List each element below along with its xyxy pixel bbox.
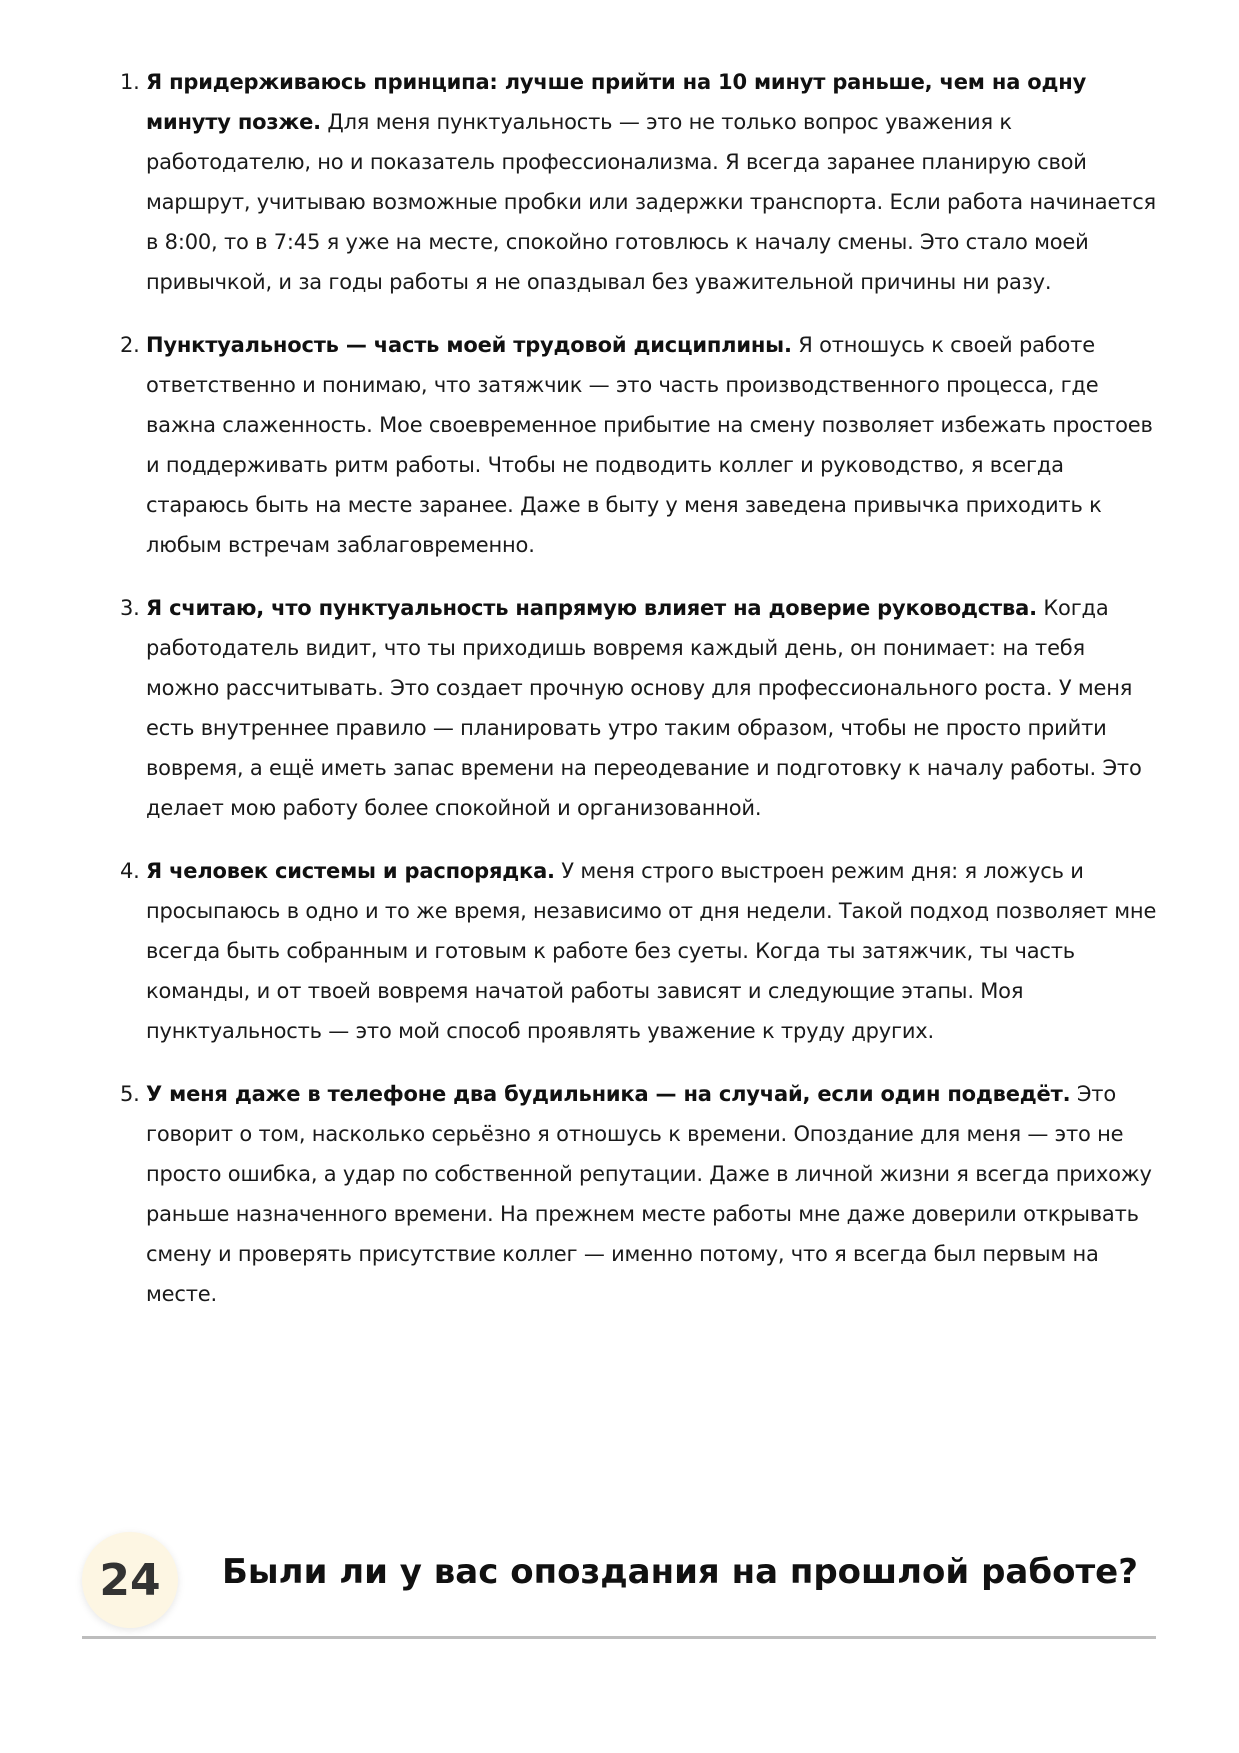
item-number: 4. [120, 859, 140, 883]
list-item [120, 1074, 1160, 1314]
item-number: 2. [120, 333, 140, 357]
list-item [120, 325, 1160, 565]
question-title: Были ли у вас опоздания на прошлой работе? [222, 1552, 1138, 1592]
item-text: Я отношусь к своей работе ответственно и понимаю, что затяжчик — это часть производственного процесса, где важна слаженность. Мое своевременное прибытие на смену позволяет избежать простоев и поддерживать ритм работы. Чтобы не подводить коллег и руководство, я всегда стараюсь быть на месте заранее. Даже в быту у меня заведена привычка приходить к любым встречам заблаговременно. [146, 333, 1153, 557]
item-text: Для меня пунктуальность — это не только вопрос уважения к работодателю, но и показатель профессионализма. Я всегда заранее планирую свой маршрут, учитываю возможные пробки или задержки транспорта. Если работа начинается в 8:00, то в 7:45 я уже на месте, спокойно готовлюсь к началу смены. Это стало моей привычкой, и за годы работы я не опаздывал без уважительной причины ни разу. [146, 110, 1156, 294]
list-item [120, 851, 1160, 1051]
item-lead: У меня даже в телефоне два будильника — на случай, если один подведёт. [146, 1082, 1071, 1106]
item-text: У меня строго выстроен режим дня: я ложусь и просыпаюсь в одно и то же время, независимо от дня недели. Такой подход позволяет мне всегда быть собранным и готовым к работе без суеты. Когда ты затяжчик, ты часть команды, и от твоей вовремя начатой работы зависят и следующие этапы. Моя пунктуальность — это мой способ проявлять уважение к труду других. [146, 859, 1157, 1043]
list-item [120, 588, 1160, 828]
item-lead: Я человек системы и распорядка. [146, 859, 555, 883]
item-lead: Я считаю, что пунктуальность напрямую влияет на доверие руководства. [146, 596, 1037, 620]
item-number: 1. [120, 70, 140, 94]
answer-list [120, 62, 1160, 1337]
item-number: 5. [120, 1082, 140, 1106]
item-number: 3. [120, 596, 140, 620]
item-lead: Я придерживаюсь принципа: лучше прийти на 10 минут раньше, чем на одну минуту позже. [146, 70, 1087, 134]
list-item [120, 62, 1160, 302]
question-number-badge: 24 [82, 1532, 178, 1628]
item-text: Это говорит о том, насколько серьёзно я отношусь к времени. Опоздание для меня — это не просто ошибка, а удар по собственной репутации. Даже в личной жизни я всегда прихожу раньше назначенного времени. На прежнем месте работы мне даже доверили открывать смену и проверять присутствие коллег — именно потому, что я всегда был первым на месте. [146, 1082, 1152, 1306]
item-text: Когда работодатель видит, что ты приходишь вовремя каждый день, он понимает: на тебя можно рассчитывать. Это создает прочную основу для профессионального роста. У меня есть внутреннее правило — планировать утро таким образом, чтобы не просто прийти вовремя, а ещё иметь запас времени на переодевание и подготовку к началу работы. Это делает мою работу более спокойной и организованной. [146, 596, 1142, 820]
question-heading [82, 1532, 1156, 1628]
item-lead: Пунктуальность — часть моей трудовой дисциплины. [146, 333, 792, 357]
section-divider [82, 1636, 1156, 1639]
